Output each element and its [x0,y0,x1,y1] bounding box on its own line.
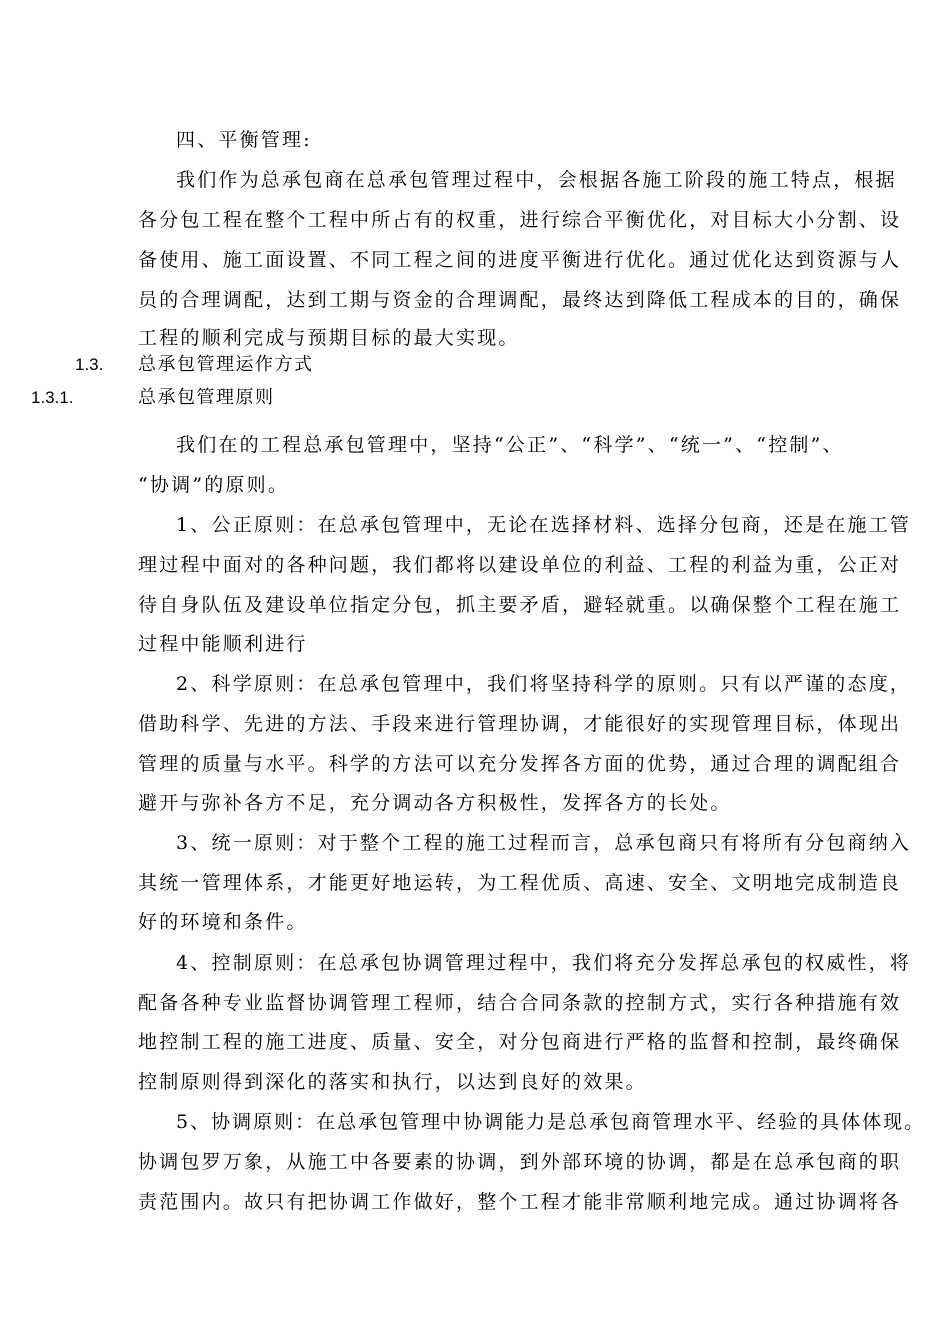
paragraph-line: 4、控制原则：在总承包协调管理过程中，我们将充分发挥总承包的权威性，将 [176,952,912,974]
paragraph-line: 理过程中面对的各种问题，我们都将以建设单位的利益、工程的利益为重，公正对 [138,554,902,576]
paragraph-line: 各分包工程在整个工程中所占有的权重，进行综合平衡优化，对目标大小分割、设 [138,209,902,231]
paragraph-line: 我们在的工程总承包管理中，坚持“公正”、“科学”、“统一”、“控制”、 [176,434,844,456]
heading-number-1-3: 1.3. [75,355,104,374]
paragraph-line: 避开与弥补各方不足，充分调动各方积极性，发挥各方的长处。 [138,792,732,814]
paragraph-line: 其统一管理体系，才能更好地运转，为工程优质、高速、安全、文明地完成制造良 [138,872,902,894]
paragraph-line: 管理的质量与水平。科学的方法可以充分发挥各方面的优势，通过合理的调配组合 [138,753,902,775]
paragraph-line: 借助科学、先进的方法、手段来进行管理协调，才能很好的实现管理目标，体现出 [138,713,902,735]
paragraph-line: 责范围内。故只有把协调工作做好，整个工程才能非常顺利地完成。通过协调将各 [138,1191,902,1213]
paragraph-line: 2、科学原则：在总承包管理中，我们将坚持科学的原则。只有以严谨的态度， [176,673,912,695]
paragraph-line: 员的合理调配，达到工期与资金的合理调配，最终达到降低工程成本的目的，确保 [138,289,902,311]
paragraph-line: 备使用、施工面设置、不同工程之间的进度平衡进行优化。通过优化达到资源与人 [138,249,902,271]
paragraph-line: 好的环境和条件。 [138,911,308,933]
paragraph-line: 过程中能顺利进行 [138,633,308,655]
heading-title-1-3: 总承包管理运作方式 [138,354,314,375]
section-title-balance-management: 四、平衡管理: [176,129,312,151]
paragraph-line: 待自身队伍及建设单位指定分包，抓主要矛盾，避轻就重。以确保整个工程在施工 [138,594,902,616]
paragraph-line: 5、协调原则：在总承包管理中协调能力是总承包商管理水平、经验的具体体现。 [176,1111,926,1133]
paragraph-line: 控制原则得到深化的落实和执行，以达到良好的效果。 [138,1071,647,1093]
paragraph-line: 3、统一原则：对于整个工程的施工过程而言，总承包商只有将所有分包商纳入 [176,832,912,854]
paragraph-line: “协调”的原则。 [138,474,290,496]
heading-title-1-3-1: 总承包管理原则 [138,387,275,408]
paragraph-line: 工程的顺利完成与预期目标的最大实现。 [138,327,520,349]
paragraph-line: 配备各种专业监督协调管理工程师，结合合同条款的控制方式，实行各种措施有效 [138,992,902,1014]
paragraph-line: 1、公正原则：在总承包管理中，无论在选择材料、选择分包商，还是在施工管 [176,514,912,536]
paragraph-line: 地控制工程的施工进度、质量、安全，对分包商进行严格的监督和控制，最终确保 [138,1031,902,1053]
heading-number-1-3-1: 1.3.1. [31,388,74,407]
paragraph-line: 协调包罗万象，从施工中各要素的协调，到外部环境的协调，都是在总承包商的职 [138,1151,902,1173]
paragraph-line: 我们作为总承包商在总承包管理过程中，会根据各施工阶段的施工特点，根据 [176,169,897,191]
